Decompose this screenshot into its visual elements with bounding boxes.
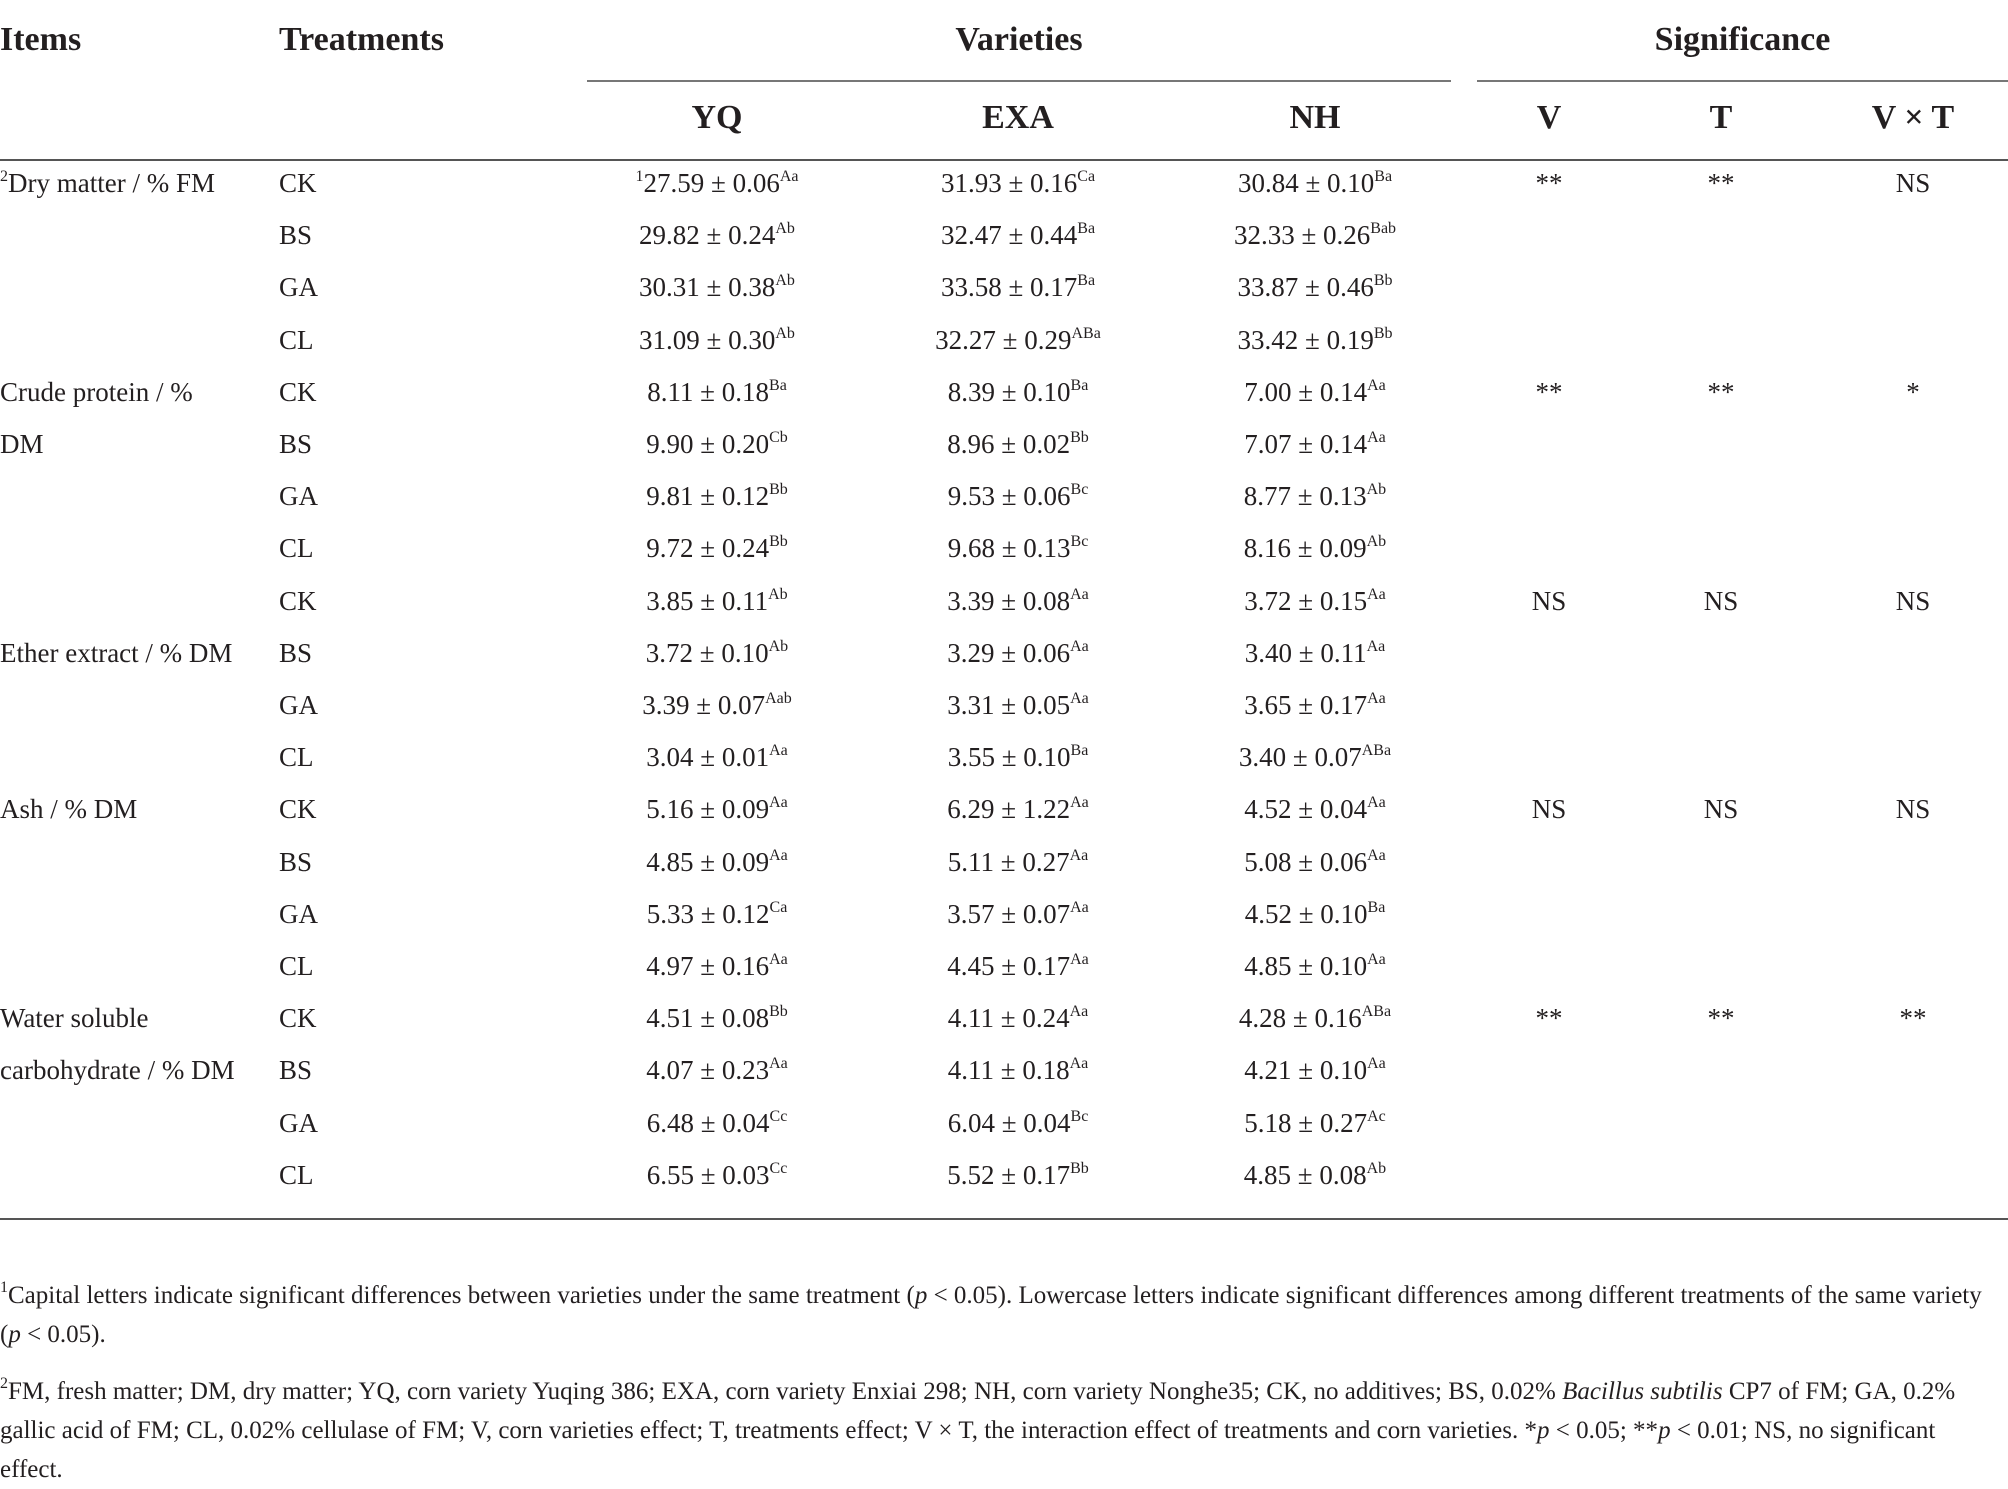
- significance-letters: Aa: [1367, 429, 1386, 446]
- item-label: Crude protein / %: [0, 376, 193, 407]
- value-cell-exa: $4.11 \pm 0.24^{Aa}$: [947, 1003, 1089, 1034]
- significance-letters: Aa: [1366, 637, 1386, 655]
- treatment-cell: CK: [279, 168, 317, 198]
- significance-letters: Aa: [1367, 585, 1386, 603]
- significance-letters: ABa: [1071, 324, 1101, 342]
- value-cell-nh: $32.33 \pm 0.26^{Bab}$: [1233, 220, 1397, 251]
- significance-letters: Aa: [1367, 1055, 1386, 1073]
- significance-cell-v: **: [1535, 168, 1563, 198]
- item-label: Water soluble: [0, 1003, 149, 1034]
- value-cell-yq: $5.16 \pm 0.09^{Aa}$: [646, 794, 788, 825]
- italic-text: Bacillus subtilis: [1562, 1378, 1723, 1405]
- value-cell-nh: $4.21 \pm 0.10^{Aa}$: [1244, 1055, 1386, 1086]
- value-cell-nh: $8.77 \pm 0.13^{Ab}$: [1243, 481, 1387, 512]
- significance-letters: Aab: [765, 690, 792, 707]
- treatment-cell: GA: [279, 1107, 318, 1138]
- value-cell-yq: $29.82 \pm 0.24^{Ab}$: [639, 220, 795, 251]
- treatment-cell: GA: [279, 898, 318, 929]
- significance-cell-vt: NS: [1895, 168, 1931, 198]
- significance-letters: Ac: [1367, 1107, 1386, 1125]
- value-cell-nh: $3.65 \pm 0.17^{Aa}$: [1244, 690, 1386, 720]
- value-cell-exa: $4.45 \pm 0.17^{Aa}$: [947, 951, 1089, 981]
- significance-letters: Aa: [1367, 846, 1386, 864]
- value-cell-exa: $9.68 \pm 0.13^{Bc}$: [947, 533, 1089, 564]
- significance-letters: Ab: [1366, 1159, 1387, 1177]
- item-label: $^2$Dry matter / % FM: [0, 168, 215, 198]
- value-cell-nh: $5.18 \pm 0.27^{Ac}$: [1244, 1107, 1386, 1138]
- significance-cell-tr: **: [1707, 168, 1735, 198]
- item-label: Ash / % DM: [0, 794, 138, 825]
- value-cell-yq: $31.09 \pm 0.30^{Ab}$: [639, 324, 795, 355]
- header-varieties: Varieties: [955, 21, 1083, 58]
- value-cell-exa: $9.53 \pm 0.06^{Bc}$: [947, 481, 1089, 512]
- value-cell-nh: $4.85 \pm 0.08^{Ab}$: [1243, 1159, 1387, 1190]
- significance-letters: Ab: [768, 585, 788, 603]
- value-cell-nh: $33.87 \pm 0.46^{Bb}$: [1237, 272, 1393, 303]
- treatment-cell: BS: [279, 846, 313, 877]
- significance-letters: Aa: [1070, 637, 1089, 655]
- value-cell-exa: $8.39 \pm 0.10^{Ba}$: [947, 376, 1089, 407]
- value-cell-exa: $3.57 \pm 0.07^{Aa}$: [947, 898, 1089, 929]
- footnote-marker: 2: [0, 1375, 8, 1392]
- value-cell-exa: $3.29 \pm 0.06^{Aa}$: [947, 637, 1089, 668]
- item-label: DM: [0, 429, 44, 459]
- value-cell-yq: $^127.59 \pm 0.06^{Aa}$: [635, 168, 799, 198]
- item-label: carbohydrate / % DM: [0, 1055, 235, 1086]
- treatment-cell: BS: [279, 429, 313, 459]
- significance-letters: Ba: [769, 376, 787, 394]
- treatment-cell: CK: [279, 376, 317, 407]
- significance-letters: Bb: [1373, 324, 1393, 342]
- value-cell-yq: $9.90 \pm 0.20^{Cb}$: [646, 429, 788, 459]
- header-col-v: V: [1536, 99, 1562, 136]
- value-cell-nh: $3.40 \pm 0.11^{Aa}$: [1244, 637, 1386, 668]
- value-cell-yq: $4.07 \pm 0.23^{Aa}$: [646, 1055, 788, 1086]
- table-bottom-rule: [0, 1218, 2008, 1220]
- significance-letters: Aa: [1367, 690, 1386, 707]
- significance-cell-tr: **: [1707, 1003, 1735, 1034]
- significance-cell-vt: **: [1899, 1003, 1927, 1034]
- significance-letters: Ba: [1374, 168, 1393, 185]
- treatment-cell: GA: [279, 690, 318, 720]
- value-cell-exa: $5.11 \pm 0.27^{Aa}$: [947, 846, 1089, 877]
- significance-letters: Aa: [769, 794, 788, 812]
- treatment-cell: CL: [279, 324, 314, 355]
- treatment-cell: CL: [279, 951, 314, 981]
- treatment-cell: CL: [279, 533, 314, 564]
- value-cell-yq: $6.48 \pm 0.04^{Cc}$: [646, 1107, 788, 1138]
- value-cell-nh: $7.00 \pm 0.14^{Aa}$: [1244, 376, 1386, 407]
- item-label: Ether extract / % DM: [0, 637, 233, 668]
- italic-text: p: [1537, 1417, 1550, 1444]
- header-col-nh: NH: [1289, 99, 1341, 136]
- significance-cell-tr: **: [1707, 376, 1735, 407]
- significance-letters: Aa: [769, 742, 788, 760]
- significance-cell-tr: NS: [1703, 794, 1739, 825]
- significance-letters: Ba: [1077, 272, 1096, 290]
- header-bottom-rule: [0, 159, 2008, 161]
- significance-letters: Bb: [1373, 272, 1393, 290]
- treatment-cell: BS: [279, 637, 313, 668]
- value-cell-exa: $6.04 \pm 0.04^{Bc}$: [947, 1107, 1089, 1138]
- significance-letters: Aa: [769, 951, 788, 968]
- significance-letters: Ab: [768, 637, 789, 655]
- significance-letters: Aa: [1367, 951, 1386, 968]
- header-col-exa: EXA: [982, 99, 1054, 136]
- italic-text: p: [8, 1321, 21, 1348]
- header-items: Items: [0, 21, 82, 58]
- significance-letters: Ab: [1366, 481, 1387, 499]
- significance-letters: Ca: [769, 898, 788, 916]
- significance-letters: ABa: [1361, 742, 1392, 760]
- significance-letters: Ba: [1070, 376, 1089, 394]
- significance-letters: Aa: [779, 168, 799, 185]
- significance-cell-vt: NS: [1895, 585, 1931, 616]
- significance-letters: Bb: [769, 1003, 788, 1021]
- value-cell-yq: $3.72 \pm 0.10^{Ab}$: [645, 637, 789, 668]
- significance-letters: Bb: [1070, 1159, 1089, 1177]
- significance-letters: Cc: [769, 1107, 788, 1125]
- value-cell-yq: $9.72 \pm 0.24^{Bb}$: [646, 533, 788, 564]
- value-cell-nh: $33.42 \pm 0.19^{Bb}$: [1237, 324, 1393, 355]
- treatment-cell: CK: [279, 585, 317, 616]
- footnote: $^2$FM, fresh matter; DM, dry matter; YQ, corn variety Yuqing 386; EXA, corn variety Enxiai 298; NH, corn variety Nonghe35; CK, no additives; BS, 0.02% Bacillus subtilis CP7 of FM; GA, 0.2% gallic acid of FM; CL, 0.02% cellulase of FM; V, corn varieties effect; T, treatments effect; V × T, the interaction effect of treatments and corn varieties. *p < 0.05; **p < 0.01; NS, no significant effect.: [0, 1375, 1956, 1483]
- treatment-cell: CK: [279, 794, 317, 825]
- treatment-cell: BS: [279, 1055, 313, 1086]
- italic-text: p: [1658, 1417, 1671, 1444]
- footnote-marker: 2: [0, 168, 8, 185]
- value-cell-nh: $4.85 \pm 0.10^{Aa}$: [1244, 951, 1386, 981]
- significance-letters: Aa: [1070, 690, 1089, 707]
- significance-letters: Aa: [1367, 376, 1386, 394]
- significance-cell-v: NS: [1531, 794, 1567, 825]
- value-cell-exa: $3.55 \pm 0.10^{Ba}$: [947, 742, 1089, 773]
- value-cell-exa: $5.52 \pm 0.17^{Bb}$: [947, 1159, 1089, 1190]
- value-cell-exa: $32.27 \pm 0.29^{ABa}$: [935, 324, 1101, 355]
- significance-letters: ABa: [1361, 1003, 1392, 1021]
- significance-cell-v: **: [1535, 376, 1563, 407]
- significance-letters: Bb: [1070, 429, 1089, 446]
- significance-letters: Bb: [769, 481, 788, 499]
- significance-letters: Cb: [769, 429, 788, 446]
- significance-letters: Ab: [775, 220, 795, 238]
- significance-letters: Aa: [1367, 794, 1386, 812]
- significance-letters: Bab: [1370, 220, 1397, 238]
- treatment-cell: BS: [279, 220, 313, 251]
- significance-cell-v: **: [1535, 1003, 1563, 1034]
- significance-letters: Ab: [1366, 533, 1387, 551]
- value-cell-yq: $9.81 \pm 0.12^{Bb}$: [646, 481, 788, 512]
- value-cell-nh: $3.40 \pm 0.07^{ABa}$: [1238, 742, 1392, 773]
- value-cell-yq: $3.04 \pm 0.01^{Aa}$: [646, 742, 788, 773]
- significance-cell-tr: NS: [1703, 585, 1739, 616]
- significance-letters: Aa: [769, 1055, 788, 1073]
- significance-letters: Aa: [1069, 1055, 1089, 1073]
- significance-letters: Aa: [769, 846, 788, 864]
- value-cell-nh: $4.52 \pm 0.04^{Aa}$: [1244, 794, 1386, 825]
- significance-letters: Aa: [1069, 1003, 1089, 1021]
- value-cell-exa: $8.96 \pm 0.02^{Bb}$: [947, 429, 1089, 459]
- significance-cell-v: NS: [1531, 585, 1567, 616]
- value-cell-yq: $4.97 \pm 0.16^{Aa}$: [646, 951, 788, 981]
- value-cell-nh: $4.52 \pm 0.10^{Ba}$: [1244, 898, 1386, 929]
- significance-letters: Bc: [1070, 533, 1089, 551]
- varieties-underline: [587, 80, 1451, 82]
- value-cell-exa: $3.39 \pm 0.08^{Aa}$: [947, 585, 1089, 616]
- value-cell-yq: $3.85 \pm 0.11^{Ab}$: [646, 585, 788, 616]
- header-treatments: Treatments: [279, 21, 444, 58]
- significance-letters: Ab: [775, 272, 795, 290]
- value-cell-yq: $8.11 \pm 0.18^{Ba}$: [647, 376, 787, 407]
- value-cell-nh: $7.07 \pm 0.14^{Aa}$: [1244, 429, 1386, 459]
- value-cell-nh: $30.84 \pm 0.10^{Ba}$: [1237, 168, 1393, 198]
- value-cell-exa: $3.31 \pm 0.05^{Aa}$: [947, 690, 1089, 720]
- significance-letters: Aa: [1070, 951, 1089, 968]
- significance-letters: Cc: [769, 1159, 788, 1177]
- significance-letters: Ca: [1077, 168, 1096, 185]
- value-cell-yq: $4.85 \pm 0.09^{Aa}$: [646, 846, 788, 877]
- footnote-marker: 1: [0, 1279, 8, 1296]
- significance-letters: Aa: [1070, 898, 1089, 916]
- treatment-cell: CL: [279, 1159, 314, 1190]
- footnote: $^1$Capital letters indicate significant differences between varieties under the same treatment (p < 0.05). Lowercase letters indicate significant differences among different treatments of the same variety (p < 0.05).: [0, 1279, 1982, 1348]
- significance-letters: Ba: [1367, 898, 1386, 916]
- header-significance: Significance: [1654, 21, 1831, 58]
- header-col-t: T: [1709, 99, 1733, 136]
- significance-cell-vt: NS: [1895, 794, 1931, 825]
- footnote-marker: 1: [635, 168, 644, 185]
- significance-cell-vt: *: [1906, 376, 1920, 407]
- value-cell-nh: $5.08 \pm 0.06^{Aa}$: [1244, 846, 1386, 877]
- value-cell-yq: $4.51 \pm 0.08^{Bb}$: [646, 1003, 788, 1034]
- treatment-cell: CL: [279, 742, 314, 773]
- value-cell-exa: $32.47 \pm 0.44^{Ba}$: [940, 220, 1096, 251]
- italic-text: p: [914, 1282, 928, 1309]
- value-cell-nh: $3.72 \pm 0.15^{Aa}$: [1244, 585, 1386, 616]
- treatment-cell: GA: [279, 481, 318, 512]
- value-cell-exa: $31.93 \pm 0.16^{Ca}$: [940, 168, 1096, 198]
- value-cell-yq: $5.33 \pm 0.12^{Ca}$: [646, 898, 788, 929]
- header-col-yq: YQ: [691, 99, 743, 136]
- significance-letters: Ab: [775, 324, 795, 342]
- significance-underline: [1477, 80, 2008, 82]
- value-cell-yq: $3.39 \pm 0.07^{Aab}$: [642, 690, 792, 720]
- significance-letters: Aa: [1070, 585, 1089, 603]
- significance-letters: Bc: [1070, 481, 1089, 499]
- significance-letters: Bb: [769, 533, 788, 551]
- significance-letters: Aa: [1069, 846, 1089, 864]
- significance-letters: Ba: [1077, 220, 1096, 238]
- value-cell-yq: $6.55 \pm 0.03^{Cc}$: [646, 1159, 788, 1190]
- value-cell-exa: $6.29 \pm 1.22^{Aa}$: [947, 794, 1089, 825]
- value-cell-yq: $30.31 \pm 0.38^{Ab}$: [639, 272, 795, 303]
- value-cell-exa: $4.11 \pm 0.18^{Aa}$: [947, 1055, 1089, 1086]
- treatment-cell: GA: [279, 272, 318, 303]
- value-cell-nh: $4.28 \pm 0.16^{ABa}$: [1238, 1003, 1392, 1034]
- significance-letters: Ba: [1070, 742, 1089, 760]
- significance-letters: Bc: [1070, 1107, 1089, 1125]
- value-cell-exa: $33.58 \pm 0.17^{Ba}$: [940, 272, 1096, 303]
- value-cell-nh: $8.16 \pm 0.09^{Ab}$: [1243, 533, 1387, 564]
- header-col-vxt: V × T: [1871, 99, 1955, 136]
- significance-letters: Aa: [1070, 794, 1089, 812]
- treatment-cell: CK: [279, 1003, 317, 1034]
